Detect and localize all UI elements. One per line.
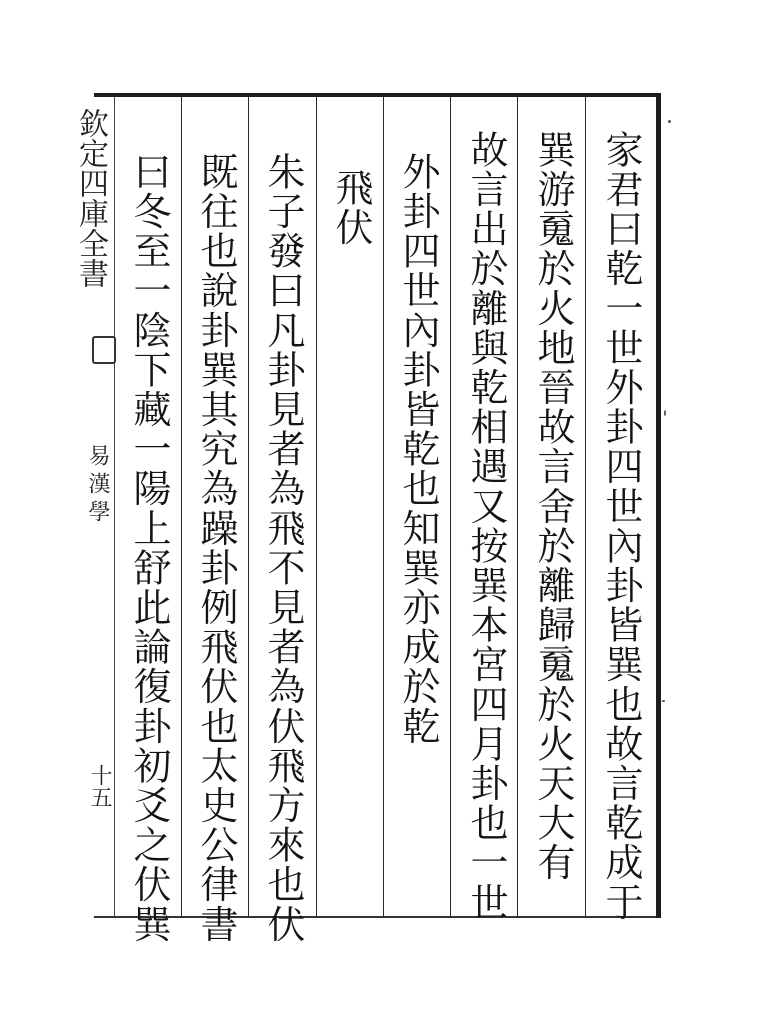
spine-book-title: 欽定四庫全書 [73,108,108,288]
column-rule [383,97,384,917]
text-column-3: 故言出於離與乾相遇又按巽本宮四月卦也一世 [464,130,508,922]
text-column-1: 家君曰乾一世外卦四世內卦皆巽也故言乾成于 [599,130,643,922]
column-rule [316,97,317,917]
text-column-2: 巽游䰟於火地晉故言舍於離歸䰟於火天大有 [531,130,575,883]
column-rule [517,97,518,917]
text-column-4: 外卦四世內卦皆乾也知巽亦成於乾 [396,152,440,746]
frame-bottom-border [94,916,660,918]
page-number: 十五 [87,764,112,808]
spine-subtitle: 易漢學 [85,444,110,528]
paper-speck [662,700,665,702]
paper-speck [668,120,671,123]
column-rule [181,97,182,917]
text-column-6: 朱子發曰凡卦見者為飛不見者為伏飛方來也伏 [261,152,305,944]
spine-fishtail-mark [92,336,116,364]
column-rule [585,97,586,917]
column-rule [450,97,451,917]
text-column-7: 既往也說卦巽其究為躁卦例飛伏也太史公律書 [194,152,238,944]
text-column-8: 曰冬至一陰下藏一陽上舒此論復卦初爻之伏巽 [127,152,171,944]
frame-top-border [94,93,660,97]
paper-speck [664,410,666,416]
section-heading: 飛伏 [329,168,373,248]
frame-right-border [656,93,661,918]
column-rule [248,97,249,917]
